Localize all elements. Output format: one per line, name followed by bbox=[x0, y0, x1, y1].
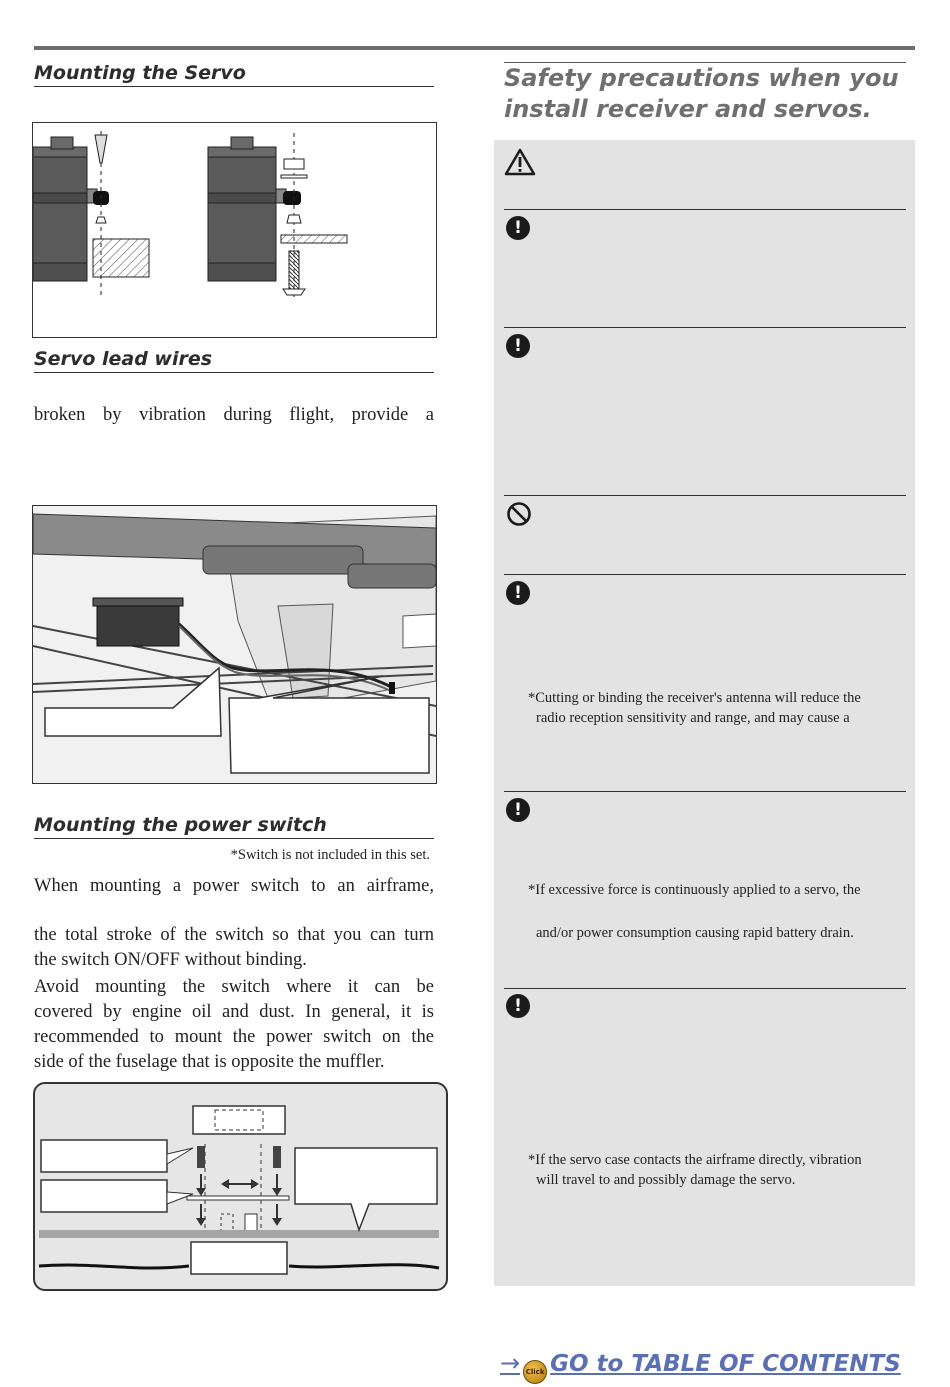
top-rule bbox=[34, 46, 915, 50]
warning-triangle-icon bbox=[504, 148, 536, 176]
safety-precautions-title bbox=[504, 62, 906, 125]
power-switch-title: Mounting the power switch bbox=[34, 814, 434, 839]
servo-case-note-line-2: will travel to and possibly damage the servo. bbox=[536, 1172, 796, 1188]
mounting-servo-title: Mounting the Servo bbox=[34, 62, 434, 87]
exclamation-circle-icon: ! bbox=[506, 334, 530, 358]
servo-lead-figure bbox=[32, 505, 437, 784]
panel-divider-2 bbox=[504, 327, 906, 328]
arrow-right-icon: → bbox=[500, 1349, 521, 1377]
panel-divider-1 bbox=[504, 209, 906, 210]
power-switch-line-3: the switch ON/OFF without binding. bbox=[34, 950, 307, 970]
power-switch-para2-line-4: side of the fuselage that is opposite the muffler. bbox=[34, 1052, 385, 1072]
power-switch-line-2: the total stroke of the switch so that you can turn bbox=[34, 925, 434, 945]
power-switch-para2-line-2: covered by engine oil and dust. In general, it is bbox=[34, 1002, 434, 1022]
panel-divider-3 bbox=[504, 495, 906, 496]
antenna-note-line-2: radio reception sensitivity and range, and may cause a bbox=[536, 710, 850, 726]
exclamation-circle-icon: ! bbox=[506, 216, 530, 240]
no-symbol-icon bbox=[506, 501, 532, 527]
power-switch-para2-line-3: recommended to mount the power switch on the bbox=[34, 1027, 434, 1047]
power-switch-line-1: When mounting a power switch to an airframe, bbox=[34, 876, 434, 896]
power-switch-figure bbox=[33, 1082, 448, 1291]
exclamation-circle-icon: ! bbox=[506, 581, 530, 605]
go-to-table-of-contents-link[interactable] bbox=[500, 1349, 920, 1383]
safety-title-line-2: install receiver and servos. bbox=[504, 95, 872, 123]
servo-case-note-line-1: *If the servo case contacts the airframe directly, vibration bbox=[528, 1152, 862, 1168]
servo-mounting-figure bbox=[32, 122, 437, 338]
panel-divider-5 bbox=[504, 791, 906, 792]
panel-divider-4 bbox=[504, 574, 906, 575]
force-note-line-2: and/or power consumption causing rapid battery drain. bbox=[536, 925, 854, 941]
panel-divider-6 bbox=[504, 988, 906, 989]
exclamation-circle-icon: ! bbox=[506, 798, 530, 822]
servo-lead-wires-title: Servo lead wires bbox=[34, 348, 434, 373]
toc-link-label: GO to TABLE OF CONTENTS bbox=[550, 1351, 901, 1377]
servo-lead-text: broken by vibration during flight, provide a bbox=[34, 405, 434, 425]
switch-not-included-note: *Switch is not included in this set. bbox=[230, 847, 430, 863]
antenna-note-line-1: *Cutting or binding the receiver's antenna will reduce the bbox=[528, 690, 861, 706]
click-badge-icon: Click bbox=[523, 1360, 547, 1384]
power-switch-para2-line-1: Avoid mounting the switch where it can be bbox=[34, 977, 434, 997]
safety-title-line-1: Safety precautions when you bbox=[504, 64, 899, 92]
force-note-line-1: *If excessive force is continuously applied to a servo, the bbox=[528, 882, 861, 898]
exclamation-circle-icon: ! bbox=[506, 994, 530, 1018]
